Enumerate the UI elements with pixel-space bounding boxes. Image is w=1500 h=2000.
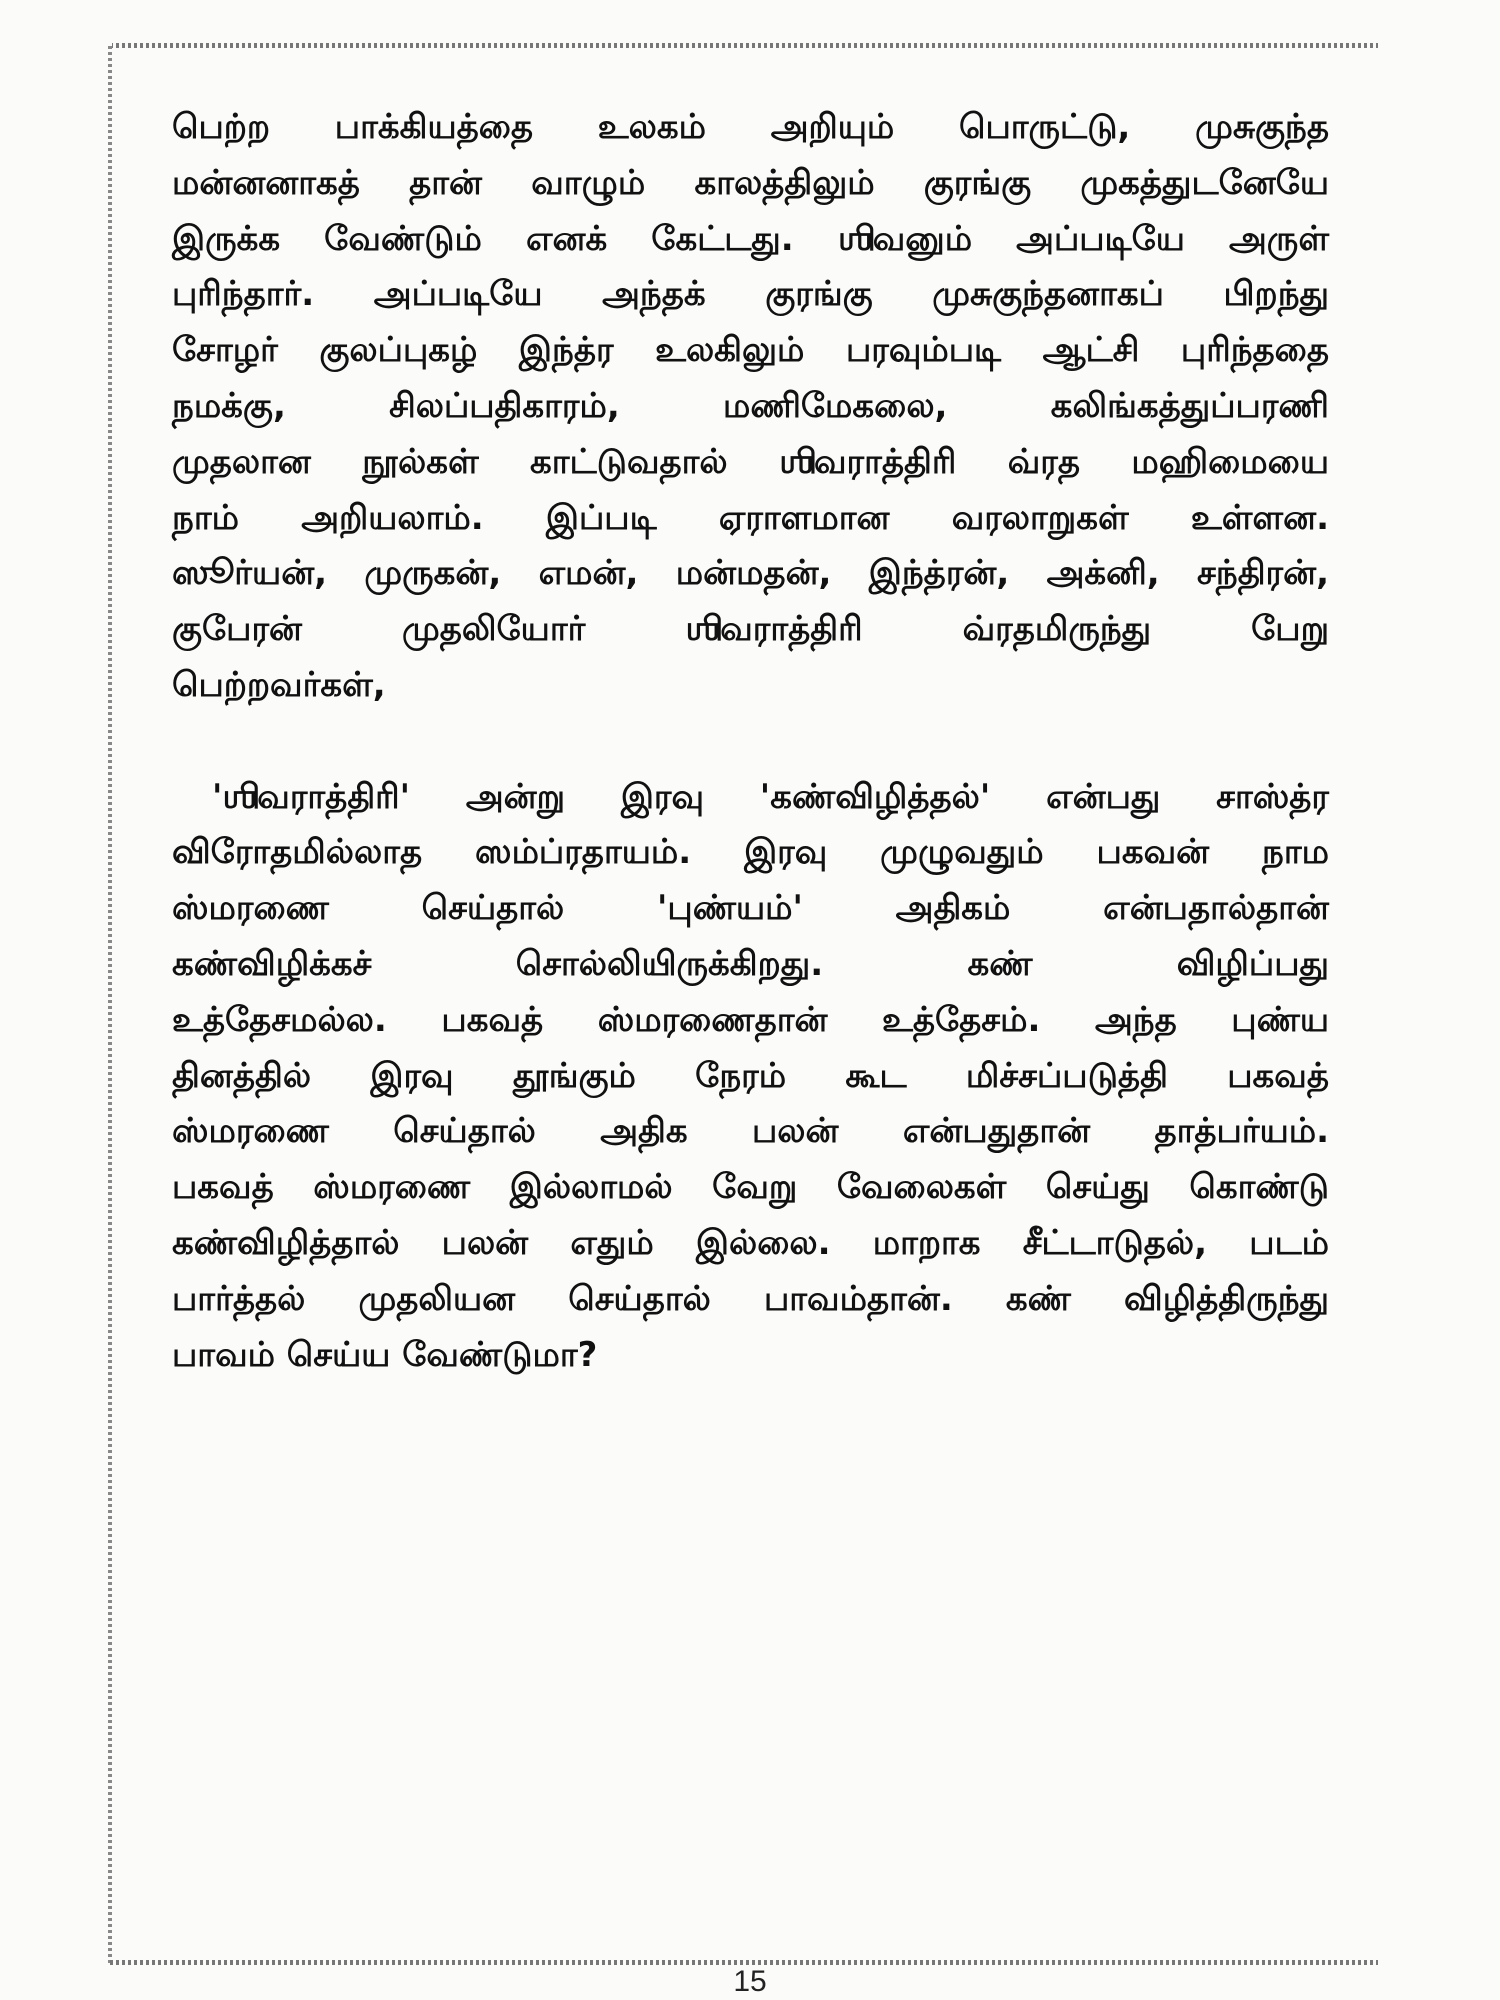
page-border-top: [110, 43, 1378, 48]
paragraph-2: [172, 770, 1329, 1384]
text-line: முதலான நூல்கள் காட்டுவதால் ஶிவராத்திரி வ்ரத மஹிமையை: [172, 441, 1329, 482]
text-line: நமக்கு, சிலப்பதிகாரம், மணிமேகலை, கலிங்கத்துப்பரணி: [172, 385, 1329, 426]
text-line: கண்விழிக்கச் சொல்லியிருக்கிறது. கண் விழிப்பது: [172, 943, 1329, 984]
text-line: பகவத் ஸ்மரணை இல்லாமல் வேறு வேலைகள் செய்து கொண்டு: [172, 1167, 1329, 1208]
paragraph-1: [172, 100, 1329, 714]
text-line: புரிந்தார். அப்படியே அந்தக் குரங்கு முசுகுந்தனாகப் பிறந்து: [172, 274, 1329, 315]
text-line: குபேரன் முதலியோர் ஶிவராத்திரி வ்ரதமிருந்து பேறு: [172, 609, 1329, 650]
text-line: 'ஶிவராத்திரி' அன்று இரவு 'கண்விழித்தல்' என்பது சாஸ்த்ர: [212, 776, 1329, 817]
text-line: மன்னனாகத் தான் வாழும் காலத்திலும் குரங்கு முகத்துடனேயே: [172, 162, 1329, 203]
page-border-left: [108, 43, 112, 1963]
text-line: விரோதமில்லாத ஸம்ப்ரதாயம். இரவு முழுவதும் பகவன் நாம: [172, 832, 1329, 873]
text-line: இருக்க வேண்டும் எனக் கேட்டது. ஶிவனும் அப்படியே அருள்: [172, 218, 1329, 259]
text-line: உத்தேசமல்ல. பகவத் ஸ்மரணைதான் உத்தேசம். அந்த புண்ய: [172, 999, 1329, 1040]
paragraph-gap: [172, 714, 1329, 770]
page-number: 15: [733, 1965, 767, 1998]
text-line: தினத்தில் இரவு தூங்கும் நேரம் கூட மிச்சப்படுத்தி பகவத்: [172, 1055, 1329, 1096]
text-line: ஸ்மரணை செய்தால் அதிக பலன் என்பதுதான் தாத்பர்யம்.: [172, 1111, 1329, 1152]
text-line: ஸூர்யன், முருகன், எமன், மன்மதன், இந்த்ரன், அக்னி, சந்திரன்,: [172, 553, 1329, 594]
text-line: பார்த்தல் முதலியன செய்தால் பாவம்தான். கண் விழித்திருந்து: [172, 1278, 1329, 1319]
text-line: சோழர் குலப்புகழ் இந்த்ர உலகிலும் பரவும்படி ஆட்சி புரிந்ததை: [172, 330, 1329, 371]
text-line: நாம் அறியலாம். இப்படி ஏராளமான வரலாறுகள் உள்ளன.: [172, 497, 1329, 538]
text-line: பாவம் செய்ய வேண்டுமா?: [172, 1334, 598, 1375]
page-body: [172, 100, 1329, 1383]
text-line: ஸ்மரணை செய்தால் 'புண்யம்' அதிகம் என்பதால்தான்: [172, 888, 1329, 929]
text-line: பெற்றவர்கள்,: [172, 664, 386, 705]
text-line: கண்விழித்தால் பலன் எதும் இல்லை. மாறாக சீட்டாடுதல், படம்: [172, 1222, 1329, 1263]
text-line: பெற்ற பாக்கியத்தை உலகம் அறியும் பொருட்டு, முசுகுந்த: [172, 107, 1329, 147]
